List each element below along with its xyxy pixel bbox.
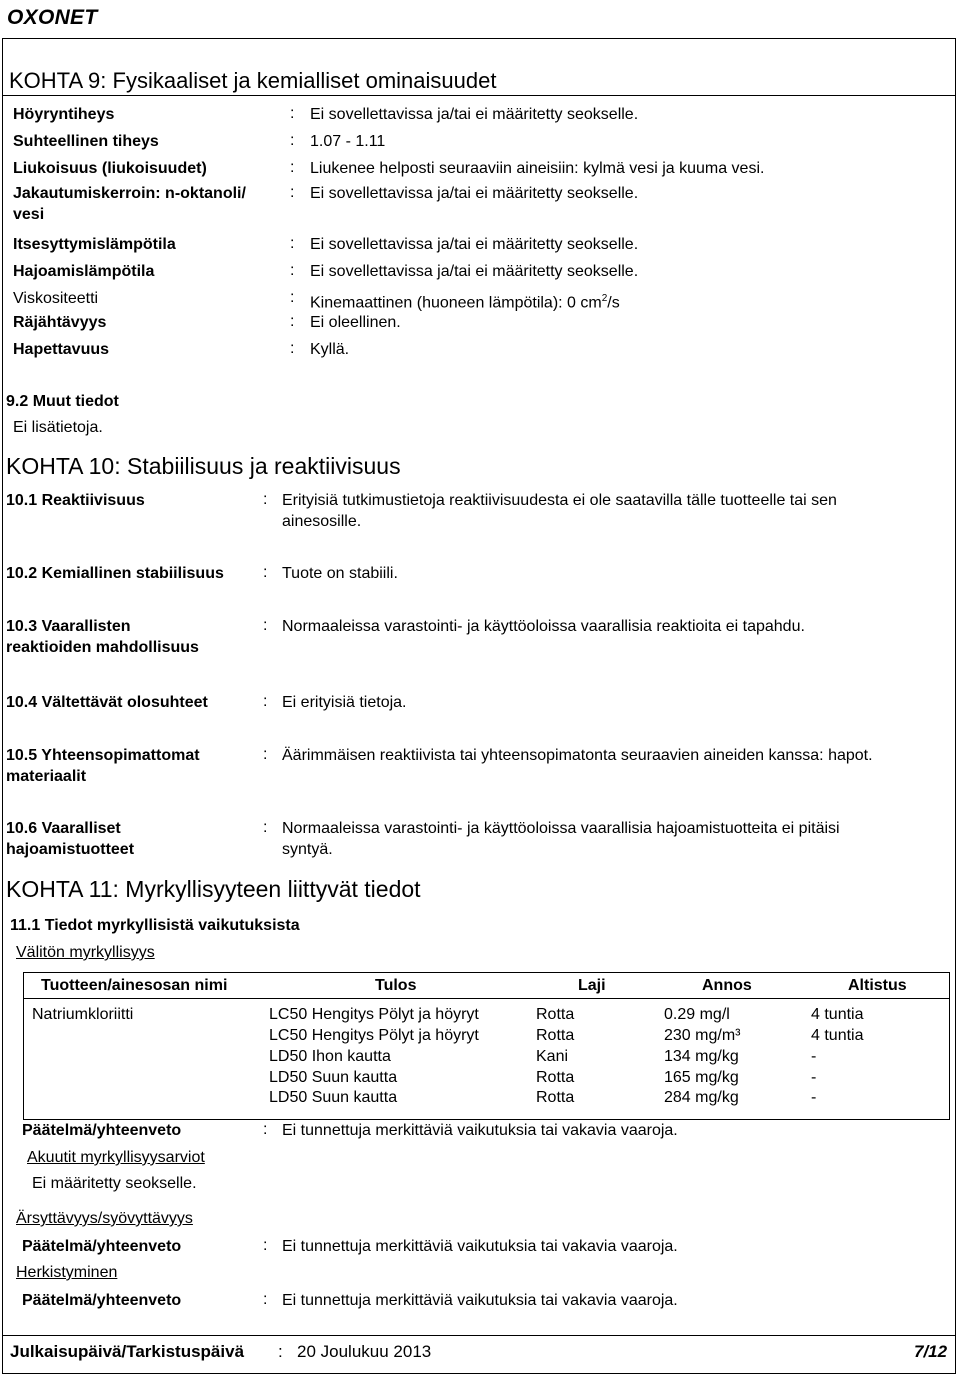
row-value: 1.07 - 1.11 xyxy=(310,133,386,150)
table-cell: 4 tuntia xyxy=(811,1027,864,1044)
footer-divider xyxy=(2,1335,956,1336)
row-colon: : xyxy=(263,491,268,508)
row-value: Normaaleissa varastointi- ja käyttöoloissa vaarallisia reaktioita ei tapahdu. xyxy=(282,618,805,635)
company-logo: OXONET xyxy=(7,6,98,29)
footer-colon: : xyxy=(278,1342,283,1361)
table-cell: 284 mg/kg xyxy=(664,1089,739,1106)
table-cell: 0.29 mg/l xyxy=(664,1006,730,1023)
row-colon: : xyxy=(290,184,295,201)
table-header: Laji xyxy=(578,977,606,994)
row-colon: : xyxy=(290,340,295,357)
conclusion-value: Ei tunnettuja merkittäviä vaikutuksia tai vakavia vaaroja. xyxy=(282,1238,678,1255)
row-label-line2: materiaalit xyxy=(6,768,87,785)
row-label: 10.4 Vältettävät olosuhteet xyxy=(6,694,208,711)
row-label: Suhteellinen tiheys xyxy=(13,133,159,150)
table-header: Tulos xyxy=(375,977,417,994)
table-cell: 230 mg/m³ xyxy=(664,1027,741,1044)
row-value: Kyllä. xyxy=(310,341,350,358)
section10-title: KOHTA 10: Stabiilisuus ja reaktiivisuus xyxy=(6,453,401,479)
viscosity-unit-suffix: /s xyxy=(607,294,620,312)
acute-estimates-title: Akuutit myrkyllisyysarviot xyxy=(27,1149,205,1166)
row-colon: : xyxy=(263,564,268,581)
row-label: 10.1 Reaktiivisuus xyxy=(6,492,145,509)
table-header: Altistus xyxy=(848,977,907,994)
row-value: Normaaleissa varastointi- ja käyttöoloissa vaarallisia hajoamistuotteita ei pitäisi xyxy=(282,820,840,837)
table-cell: Rotta xyxy=(536,1089,575,1106)
row-value: Liukenee helposti seuraaviin aineisiin: kylmä vesi ja kuuma vesi. xyxy=(310,160,765,177)
table-cell-name: Natriumkloriitti xyxy=(32,1006,134,1023)
row-colon: : xyxy=(290,105,295,122)
row-value: Ei sovellettavissa ja/tai ei määritetty seokselle. xyxy=(310,106,639,123)
table-cell: LD50 Suun kautta xyxy=(269,1089,398,1106)
row-colon: : xyxy=(263,819,268,836)
row-colon: : xyxy=(290,132,295,149)
table-cell: - xyxy=(811,1069,817,1086)
footer-label: Julkaisupäivä/Tarkistuspäivä xyxy=(10,1342,245,1361)
row-label: Hajoamislämpötila xyxy=(13,263,155,280)
row-label: Räjähtävyys xyxy=(13,314,107,331)
section11-title: KOHTA 11: Myrkyllisyyteen liittyvät tiedot xyxy=(6,876,421,902)
viscosity-value: Kinemaattinen (huoneen lämpötila): 0 cm xyxy=(310,294,602,312)
row-value: Ei erityisiä tietoja. xyxy=(282,694,407,711)
table-cell: LC50 Hengitys Pölyt ja höyryt xyxy=(269,1006,479,1023)
conclusion-colon: : xyxy=(263,1237,268,1254)
acute-estimates-text: Ei määritetty seokselle. xyxy=(32,1175,197,1192)
row-value: Ei oleellinen. xyxy=(310,314,401,331)
conclusion-value: Ei tunnettuja merkittäviä vaikutuksia tai vakavia vaaroja. xyxy=(282,1292,678,1309)
row-value: Ei sovellettavissa ja/tai ei määritetty seokselle. xyxy=(310,236,639,253)
row-label: 10.6 Vaaralliset xyxy=(6,820,121,837)
table-cell: Rotta xyxy=(536,1069,575,1086)
row-colon: : xyxy=(290,289,295,306)
row-colon: : xyxy=(290,262,295,279)
subsection-title: 11.1 Tiedot myrkyllisistä vaikutuksista xyxy=(10,917,300,934)
row-label-line2: hajoamistuotteet xyxy=(6,841,135,858)
section9-title: KOHTA 9: Fysikaaliset ja kemialliset ominaisuudet xyxy=(9,68,497,93)
table-cell: Rotta xyxy=(536,1027,575,1044)
conclusion-label: Päätelmä/yhteenveto xyxy=(22,1238,182,1255)
table-cell: Rotta xyxy=(536,1006,575,1023)
row-label: 10.3 Vaarallisten xyxy=(6,618,131,635)
conclusion-colon: : xyxy=(263,1291,268,1308)
row-label: Viskositeetti xyxy=(13,290,99,307)
row-value xyxy=(310,289,620,313)
section9-divider xyxy=(2,95,956,96)
row-value: Äärimmäisen reaktiivista tai yhteensopimatonta seuraavien aineiden kanssa: hapot. xyxy=(282,747,873,764)
subsection-title: 9.2 Muut tiedot xyxy=(6,393,119,410)
table-cell: 165 mg/kg xyxy=(664,1069,739,1086)
conclusion-value: Ei tunnettuja merkittäviä vaikutuksia tai vakavia vaaroja. xyxy=(282,1122,678,1139)
table-cell: LC50 Hengitys Pölyt ja höyryt xyxy=(269,1027,479,1044)
row-value-line2: syntyä. xyxy=(282,841,333,858)
row-value: Ei sovellettavissa ja/tai ei määritetty seokselle. xyxy=(310,185,639,202)
table-header: Annos xyxy=(702,977,752,994)
irritation-title: Ärsyttävyys/syövyttävyys xyxy=(16,1210,193,1227)
table-header: Tuotteen/ainesosan nimi xyxy=(41,977,228,994)
row-label-line2: reaktioiden mahdollisuus xyxy=(6,639,199,656)
row-colon: : xyxy=(290,235,295,252)
conclusion-label: Päätelmä/yhteenveto xyxy=(22,1122,182,1139)
viscosity-superscript: 2 xyxy=(601,293,608,304)
row-label: Liukoisuus (liukoisuudet) xyxy=(13,160,207,177)
subsection-text: Ei lisätietoja. xyxy=(13,419,103,436)
table-cell: LD50 Suun kautta xyxy=(269,1069,398,1086)
row-value: Tuote on stabiili. xyxy=(282,565,398,582)
table-cell: - xyxy=(811,1089,817,1106)
table-cell: - xyxy=(811,1048,817,1065)
sensitization-title: Herkistyminen xyxy=(16,1264,118,1281)
row-colon: : xyxy=(263,693,268,710)
row-label: 10.2 Kemiallinen stabiilisuus xyxy=(6,565,224,582)
table-cell: LD50 Ihon kautta xyxy=(269,1048,391,1065)
conclusion-colon: : xyxy=(263,1121,268,1138)
conclusion-label: Päätelmä/yhteenveto xyxy=(22,1292,182,1309)
row-colon: : xyxy=(263,617,268,634)
acute-toxicity-title: Välitön myrkyllisyys xyxy=(16,944,155,961)
row-label: 10.5 Yhteensopimattomat xyxy=(6,747,200,764)
table-cell: 4 tuntia xyxy=(811,1006,864,1023)
row-colon: : xyxy=(290,313,295,330)
row-colon: : xyxy=(263,746,268,763)
row-value: Erityisiä tutkimustietoja reaktiivisuudesta ei ole saatavilla tälle tuotteelle tai sen xyxy=(282,492,837,509)
table-cell: 134 mg/kg xyxy=(664,1048,739,1065)
row-label: Höyryntiheys xyxy=(13,106,115,123)
row-label-line2: vesi xyxy=(13,206,45,223)
row-label: Hapettavuus xyxy=(13,341,110,358)
table-header-divider xyxy=(23,998,950,999)
footer-date: 20 Joulukuu 2013 xyxy=(297,1342,432,1361)
row-label: Itsesyttymislämpötila xyxy=(13,236,176,253)
page-number: 7/12 xyxy=(914,1342,948,1361)
row-value: Ei sovellettavissa ja/tai ei määritetty seokselle. xyxy=(310,263,639,280)
table-cell: Kani xyxy=(536,1048,569,1065)
row-colon: : xyxy=(290,159,295,176)
row-label: Jakautumiskerroin: n-oktanoli/ xyxy=(13,185,246,202)
row-value-line2: ainesosille. xyxy=(282,513,362,530)
